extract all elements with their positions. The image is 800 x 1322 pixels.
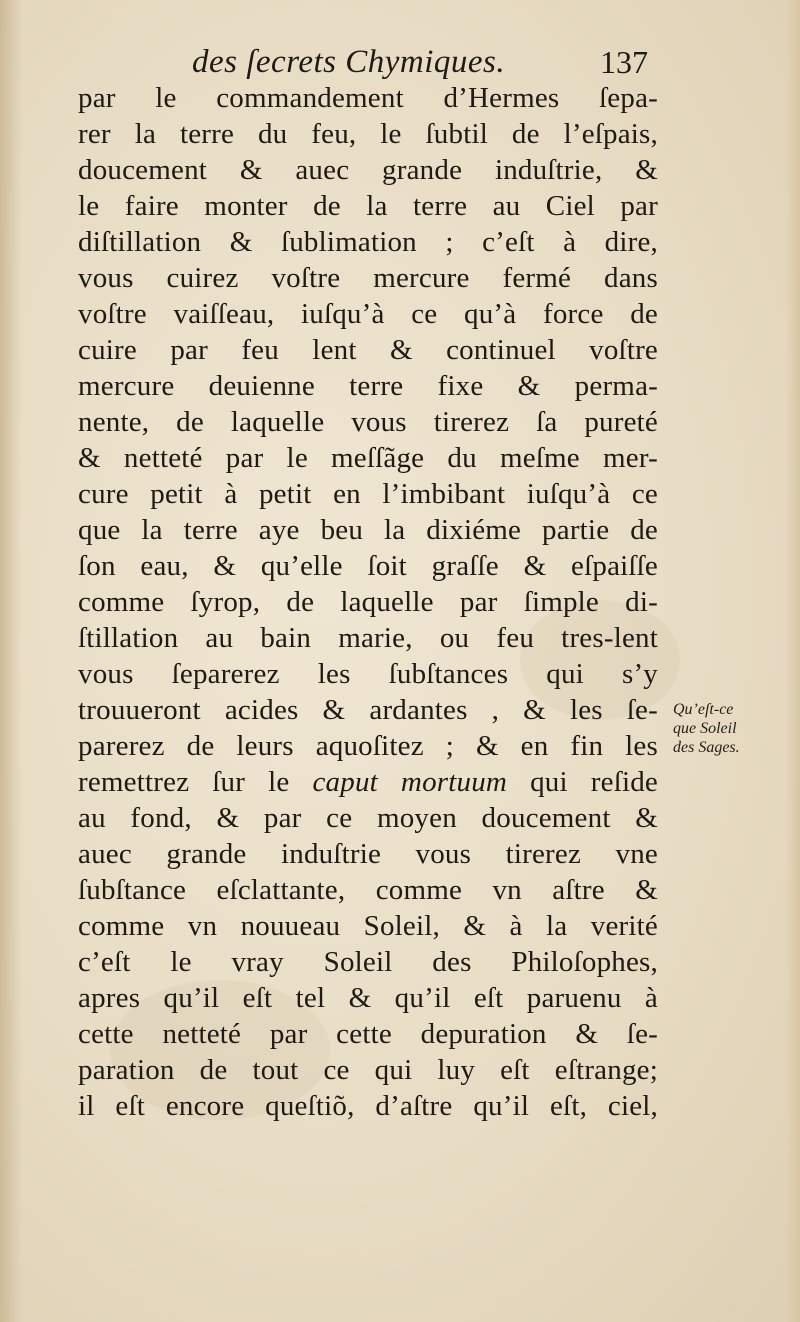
text-line <box>78 1052 658 1088</box>
text-line <box>78 512 658 548</box>
text-segment: paration de tout ce qui luy eſt eſtrange; <box>78 1054 658 1086</box>
text-line <box>78 476 658 512</box>
text-line <box>78 1016 658 1052</box>
text-line <box>78 368 658 404</box>
text-segment: cette netteté par cette depuration & ſe- <box>78 1018 658 1050</box>
marginal-note <box>673 700 798 757</box>
text-line <box>78 656 658 692</box>
text-line <box>78 404 658 440</box>
text-line <box>78 260 658 296</box>
text-line <box>78 548 658 584</box>
text-line <box>78 1088 658 1124</box>
text-segment: remettrez ſur le <box>78 766 313 798</box>
marginal-note-line: Qu’eſt-ce <box>673 701 734 718</box>
text-line <box>78 980 658 1016</box>
text-segment: au fond, & par ce moyen doucement & <box>78 802 658 834</box>
text-line <box>78 944 658 980</box>
text-segment: vous ſeparerez les ſubſtances qui s’y <box>78 658 658 690</box>
text-segment: parerez de leurs aquoſitez ; & en fin les <box>78 730 658 762</box>
text-segment: qui reſide <box>507 766 658 798</box>
running-head-title: des ſecrets Chymiques. <box>192 44 506 80</box>
text-segment: nente, de laquelle vous tirerez ſa pureté <box>78 406 658 438</box>
text-line <box>78 80 658 116</box>
text-segment: apres qu’il eſt tel & qu’il eſt paruenu à <box>78 982 658 1014</box>
text-line <box>78 692 658 728</box>
text-line <box>78 764 658 800</box>
text-segment: comme ſyrop, de laquelle par ſimple di- <box>78 586 658 618</box>
text-line <box>78 116 658 152</box>
text-segment: rer la terre du feu, le ſubtil de l’eſpais, <box>78 118 658 150</box>
text-line <box>78 872 658 908</box>
text-segment: c’eſt le vray Soleil des Philoſophes, <box>78 946 658 978</box>
text-segment: trouueront acides & ardantes , & les ſe- <box>78 694 658 726</box>
text-line <box>78 728 658 764</box>
text-segment: comme vn nouueau Soleil, & à la verité <box>78 910 658 942</box>
text-line <box>78 584 658 620</box>
page-edge-shadow <box>786 0 800 1322</box>
text-line <box>78 188 658 224</box>
latin-phrase: caput mortuum <box>312 766 508 798</box>
text-line <box>78 836 658 872</box>
text-segment: par le commandement d’Hermes ſepa- <box>78 82 658 114</box>
body-text <box>78 80 658 1124</box>
text-segment: cure petit à petit en l’imbibant iuſqu’à ce <box>78 478 658 510</box>
text-segment: diſtillation & ſublimation ; c’eſt à dire, <box>78 226 658 258</box>
text-segment: voſtre vaiſſeau, iuſqu’à ce qu’à force de <box>78 298 658 330</box>
text-line <box>78 224 658 260</box>
marginal-note-line: des Sages. <box>673 739 740 756</box>
text-segment: que la terre aye beu la dixiéme partie de <box>78 514 658 546</box>
text-line <box>78 152 658 188</box>
text-line <box>78 800 658 836</box>
text-line <box>78 620 658 656</box>
text-line <box>78 296 658 332</box>
text-segment: ſubſtance eſclattante, comme vn aſtre & <box>78 874 658 906</box>
text-segment: il eſt encore queſtiõ, d’aſtre qu’il eſt, ciel, <box>78 1090 658 1122</box>
text-segment: ſtillation au bain marie, ou feu tres-lent <box>78 622 658 654</box>
page-gutter-shadow <box>0 0 22 1322</box>
text-segment: & netteté par le meſſãge du meſme mer- <box>78 442 658 474</box>
text-segment: mercure deuienne terre fixe & perma- <box>78 370 658 402</box>
text-line <box>78 440 658 476</box>
text-segment: ſon eau, & qu’elle ſoit graſſe & eſpaiſſe <box>78 550 658 582</box>
marginal-note-line: que Soleil <box>673 720 737 737</box>
text-segment: le faire monter de la terre au Ciel par <box>78 190 658 222</box>
text-segment: cuire par feu lent & continuel voſtre <box>78 334 658 366</box>
page-number: 137 <box>600 44 648 80</box>
text-segment: vous cuirez voſtre mercure fermé dans <box>78 262 658 294</box>
text-line <box>78 332 658 368</box>
text-line <box>78 908 658 944</box>
text-segment: auec grande induſtrie vous tirerez vne <box>78 838 658 870</box>
text-segment: doucement & auec grande induſtrie, & <box>78 154 658 186</box>
